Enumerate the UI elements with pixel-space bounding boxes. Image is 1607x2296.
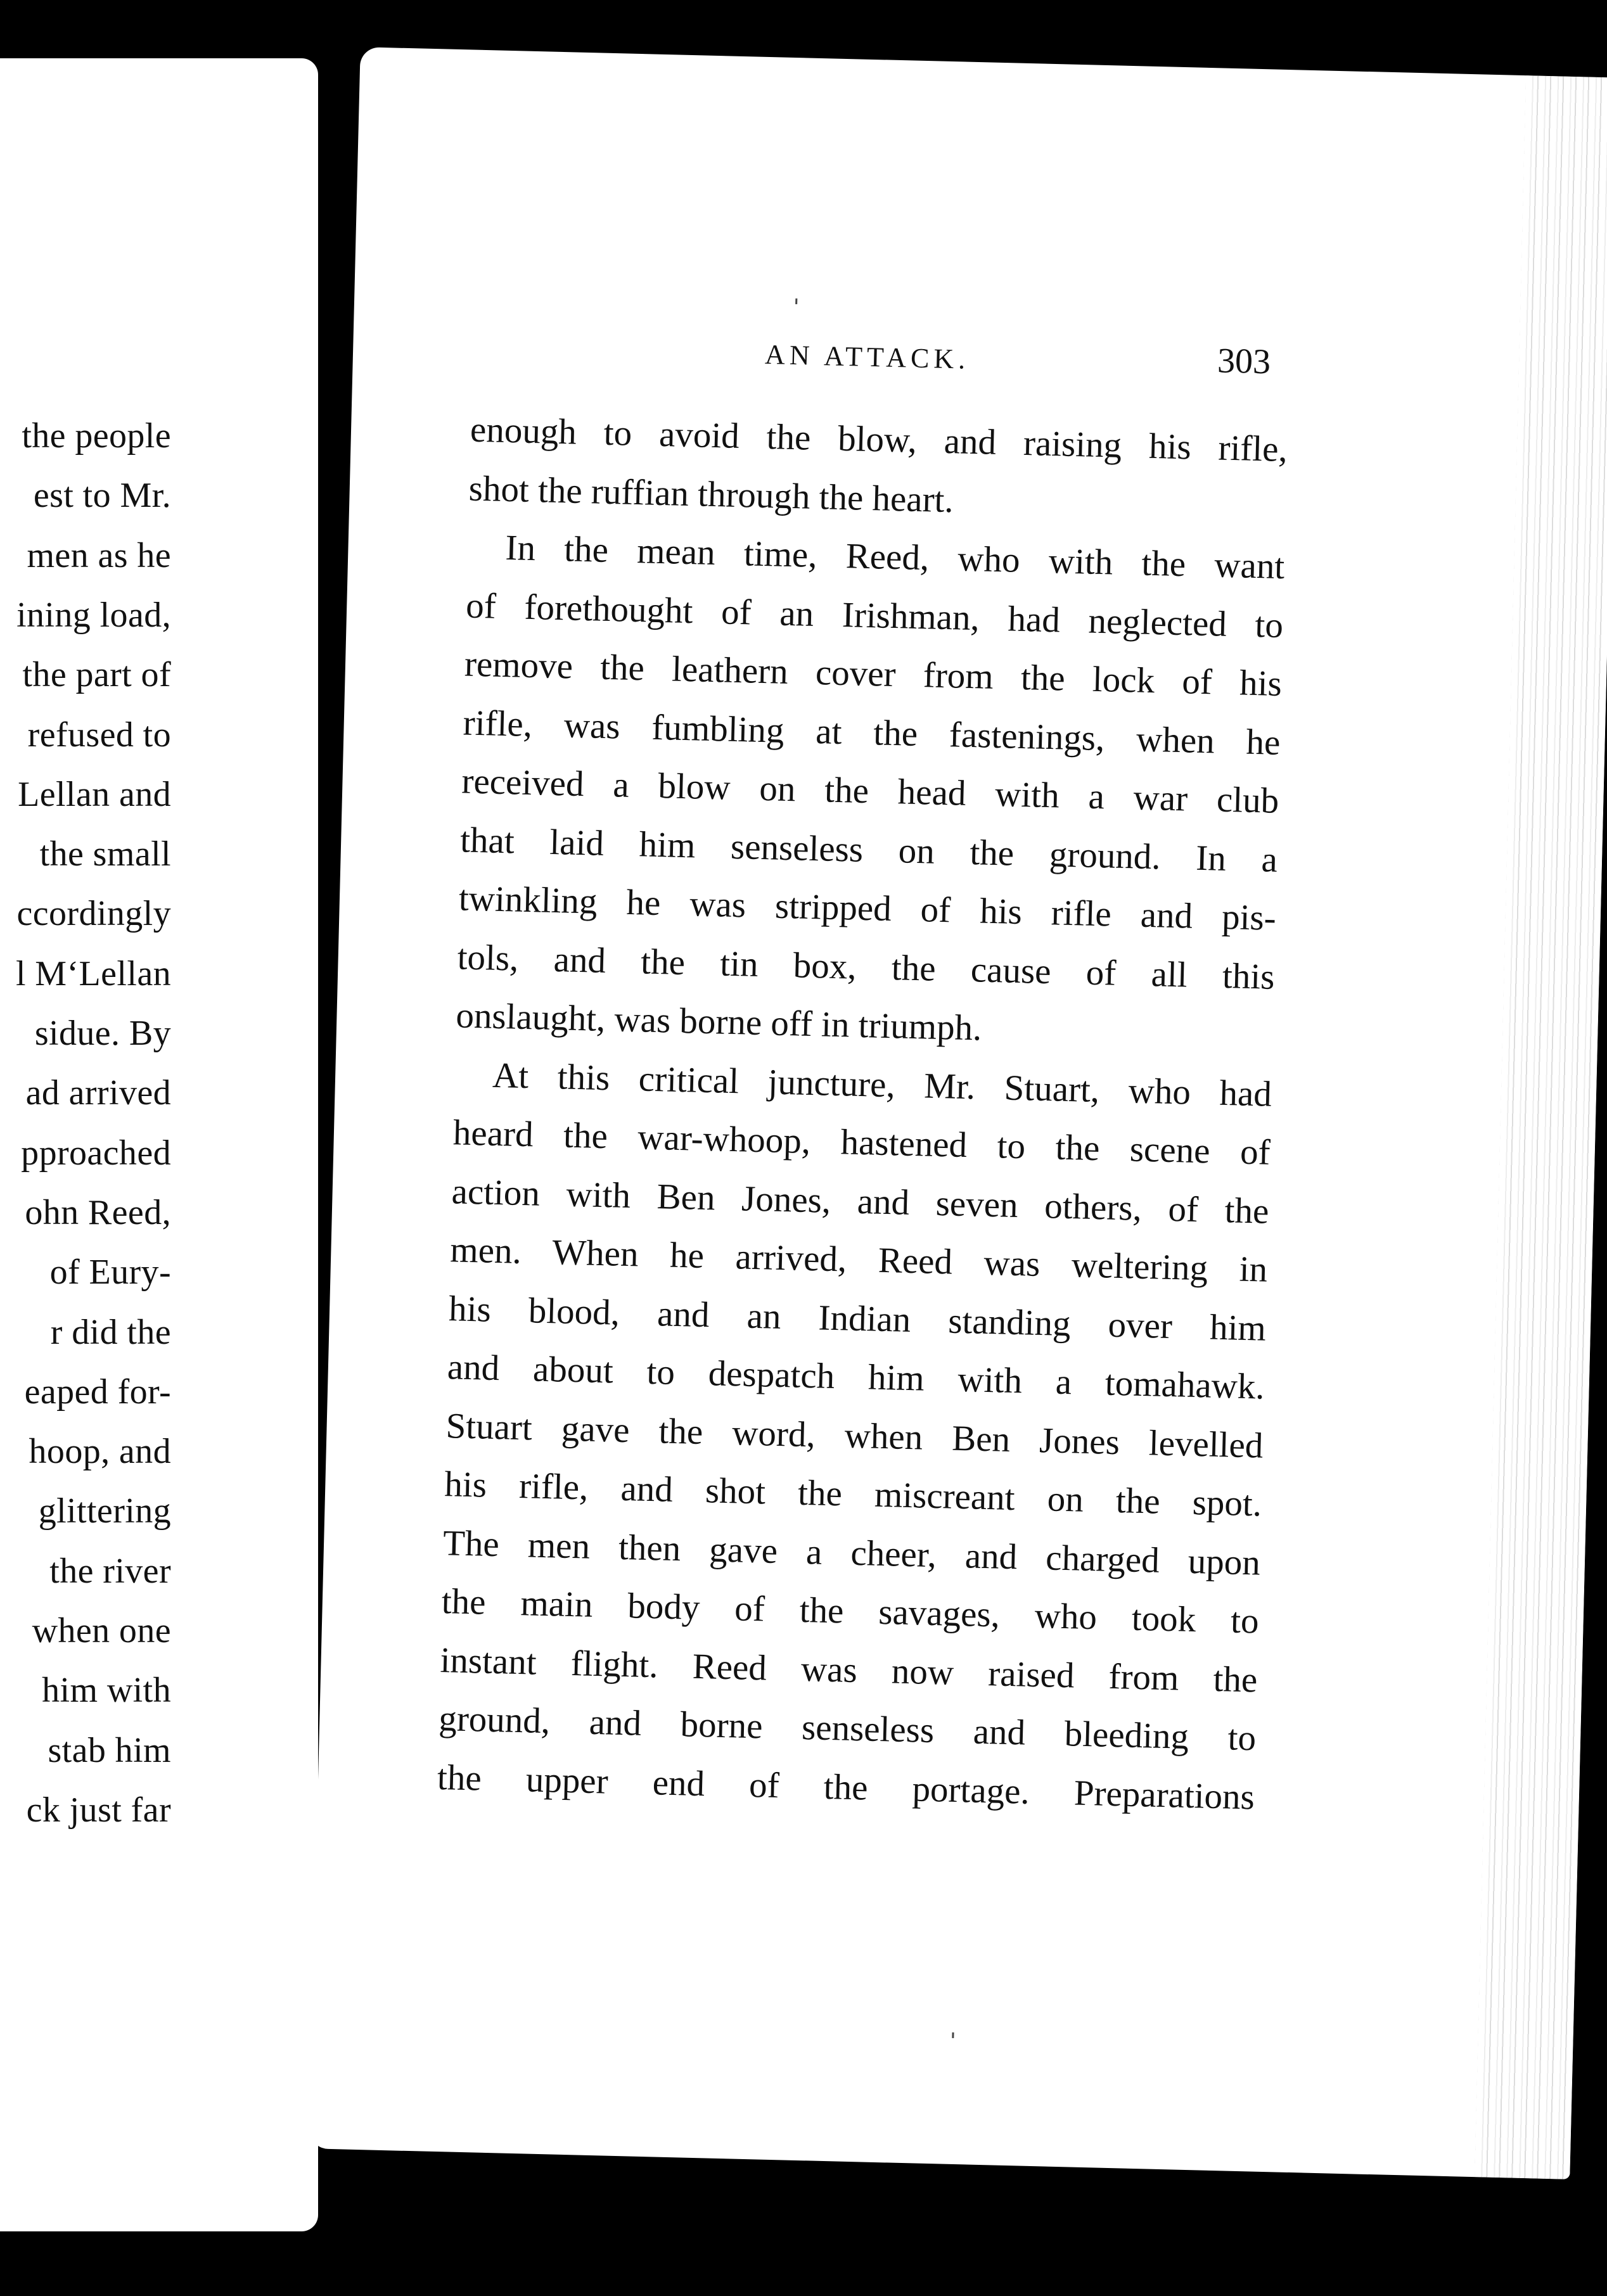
- text-line: men. When he arrived, Reed was weltering in: [449, 1230, 1268, 1290]
- text-line: and about to despatch him with a tomahawk.: [447, 1347, 1265, 1407]
- left-page-line: the people: [22, 416, 171, 456]
- left-page-line: men as he: [27, 535, 171, 575]
- left-page-line: sidue. By: [34, 1014, 171, 1053]
- left-page-line: est to Mr.: [33, 476, 171, 516]
- text-line: The men then gave a cheer, and charged upon: [442, 1522, 1261, 1583]
- text-line: twinkling he was stripped of his rifle and pis-: [458, 878, 1277, 938]
- text-line: rifle, was fumbling at the fastenings, when he: [463, 702, 1281, 763]
- text-line: tols, and the tin box, the cause of all this: [457, 936, 1276, 997]
- page-number: 303: [1217, 341, 1271, 382]
- print-speck: [795, 298, 797, 304]
- left-page-line: r did the: [50, 1312, 171, 1352]
- left-page-line: ad arrived: [25, 1073, 171, 1113]
- text-line: shot the ruffian through the heart.: [468, 468, 954, 520]
- left-page-line: Lellan and: [18, 774, 171, 814]
- text-line: enough to avoid the blow, and raising his rifle,: [470, 409, 1288, 470]
- left-page: [0, 58, 318, 2231]
- text-line: action with Ben Jones, and seven others, of the: [451, 1171, 1270, 1232]
- left-page-line: eaped for-: [24, 1372, 171, 1412]
- left-page-line: when one: [32, 1611, 171, 1650]
- left-page-line: l M‘Lellan: [15, 953, 171, 993]
- text-line: remove the leathern cover from the lock of his: [464, 644, 1283, 704]
- left-page-line: the river: [49, 1551, 171, 1591]
- text-line: received a blow on the head with a war club: [461, 761, 1279, 821]
- page-edges: [1475, 75, 1607, 2179]
- text-line: the upper end of the portage. Preparations: [437, 1757, 1255, 1817]
- text-line: instant flight. Reed was now raised from the: [439, 1640, 1258, 1700]
- right-page: [309, 47, 1607, 2179]
- text-line: his rifle, and shot the miscreant on the spot.: [444, 1464, 1262, 1524]
- text-line: Stuart gave the word, when Ben Jones levelled: [445, 1405, 1264, 1466]
- left-page-line: the small: [39, 834, 171, 874]
- left-page-line: ining load,: [16, 595, 171, 635]
- text-block: [437, 401, 1288, 1827]
- left-page-line: the part of: [22, 655, 171, 695]
- text-line: of forethought of an Irishman, had neglected to: [465, 585, 1284, 646]
- left-page-line: refused to: [27, 715, 171, 755]
- text-line: the main body of the savages, who took to: [441, 1581, 1260, 1642]
- text-line: that laid him senseless on the ground. In a: [459, 819, 1278, 880]
- text-line: In the mean time, Reed, who with the want: [504, 528, 1285, 587]
- left-page-line: stab him: [48, 1730, 171, 1770]
- left-page-line: him with: [42, 1671, 171, 1711]
- left-page-line: ck just far: [26, 1790, 171, 1830]
- left-page-line: pproached: [21, 1133, 171, 1173]
- text-line: ground, and borne senseless and bleeding to: [438, 1699, 1257, 1759]
- left-page-line: hoop, and: [29, 1432, 171, 1472]
- text-line: onslaught, was borne off in triumph.: [455, 995, 983, 1049]
- left-page-line: ccordingly: [16, 894, 171, 934]
- left-page-line: ohn Reed,: [25, 1192, 171, 1232]
- left-page-line: glittering: [38, 1491, 171, 1531]
- left-page-line: of Eury-: [49, 1253, 171, 1292]
- text-line: At this critical juncture, Mr. Stuart, who had: [492, 1055, 1272, 1114]
- running-head: AN ATTACK.: [764, 338, 970, 375]
- text-line: heard the war-whoop, hastened to the scene of: [452, 1113, 1271, 1173]
- text-line: his blood, and an Indian standing over him: [448, 1288, 1267, 1349]
- print-speck: [952, 2032, 954, 2038]
